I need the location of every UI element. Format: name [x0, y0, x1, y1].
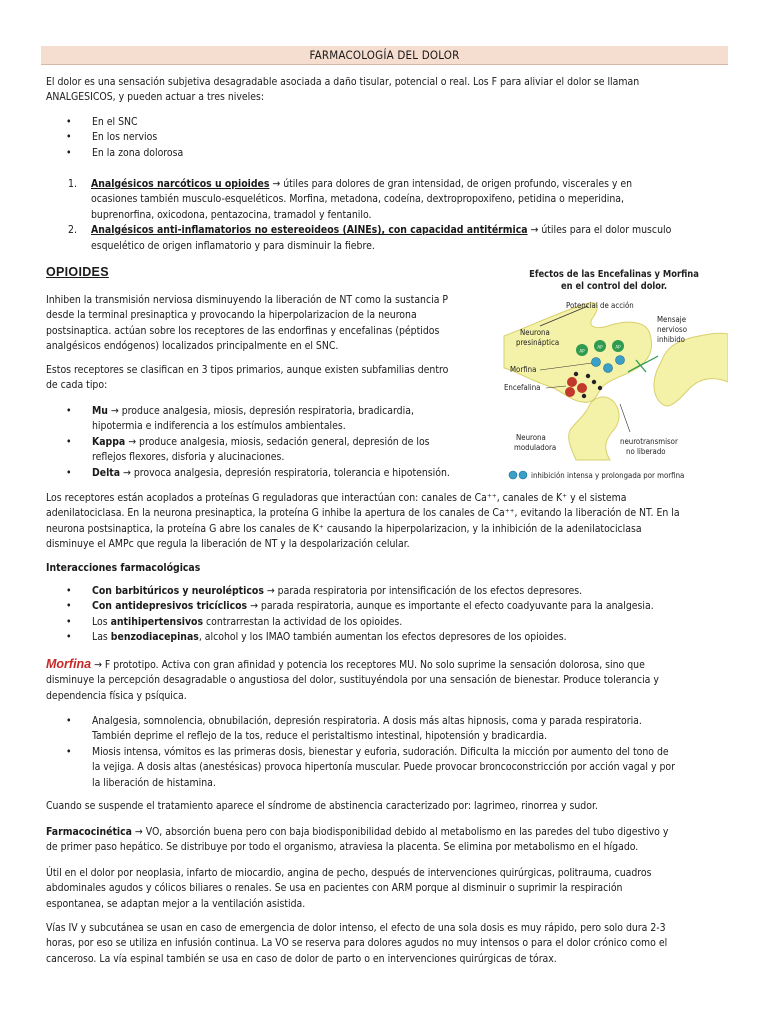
- text-line: disminuye el AMPc que regula la liberación de NT y la despolarización celular.: [46, 538, 410, 551]
- figure-label-mensaje: nervioso: [657, 325, 687, 334]
- receptor-item-mu: [42, 404, 494, 435]
- receptors-intro: [46, 363, 491, 394]
- text-line: adenilatociclasa. En la neurona presinaptica, la proteína G inhibe la apertura de los canales de Ca⁺⁺, evitando la liberación de NT. En la: [46, 507, 680, 520]
- analgesic-types-list: [41, 177, 741, 254]
- list-text: la vejiga. A dosis altas (anestésicas) provoca hipertonía muscular. Puede provocar broncoconstricción por acción vagal y por: [92, 761, 675, 774]
- abstinence-paragraph: Cuando se suspende el tratamiento aparece el síndrome de abstinencia caracterizado por: lagrimeo, rinorrea y sudor.: [46, 800, 598, 812]
- list-text: • Analgesia, somnolencia, obnubilación, depresión respiratoria. A dosis más altas hipnosis, coma y parada respiratoria.: [92, 715, 642, 727]
- list-text: buprenorfina, oxicodona, pentazocina, tramadol y fentanilo.: [91, 208, 372, 221]
- list-text: → produce analgesia, miosis, sedación general, depresión de los: [125, 435, 430, 448]
- list-number: 1.: [68, 178, 77, 190]
- list-text: Las: [92, 631, 111, 644]
- enkephalin-molecule-icon: [565, 387, 575, 397]
- text-line: analgésicos endógenos) localizados principalmente en el SNC.: [46, 340, 339, 353]
- interaction-drug: benzodiacepinas: [110, 631, 199, 644]
- channel-label: AP: [579, 349, 585, 355]
- text-line: postsinaptica. actúan sobre los receptores de las endorfinas y encefalinas (péptidos: [46, 324, 440, 337]
- interaction-drug: antihipertensivos: [110, 615, 204, 628]
- text-line: de cada tipo:: [46, 379, 108, 392]
- figure-legend: inhibición intensa y prolongada por morfina: [531, 471, 685, 480]
- figure-label-neurona-mod: Neurona: [516, 433, 546, 442]
- receptor-name: Kappa: [92, 435, 126, 448]
- text-line: Los receptores están acoplados a proteínas G reguladoras que interactúan con: canales de Ca⁺⁺, canales de K⁺ y el sistema: [46, 492, 627, 504]
- figure-label-encefalina: Encefalina: [504, 383, 541, 392]
- interactions-heading: Interacciones farmacológicas: [46, 562, 201, 574]
- text-line: desde la terminal presinaptica y provocando la hiperpolarizacion de la neurona: [46, 309, 417, 322]
- list-text: → produce analgesia, miosis, depresión respiratoria, bradicardia,: [107, 405, 414, 417]
- list-text: Los: [92, 615, 111, 628]
- receptor-item-delta: [42, 466, 494, 481]
- figure-label-mensaje: Mensaje: [657, 315, 687, 324]
- intro-line: El dolor es una sensación subjetiva desagradable asociada a daño tisular, potencial o real. Los F para aliviar el dolor se llaman: [46, 76, 640, 88]
- interaction-drug: Con barbitúricos y neurolépticos: [92, 585, 264, 597]
- list-text: → útiles para el dolor musculo: [527, 224, 672, 237]
- text-line: Vías IV y subcutánea se usan en caso de emergencia de dolor intenso, el efecto de una sola dosis es muy rápido, pero solo dura 2-3: [46, 922, 666, 934]
- morphine-legend-icon: [519, 471, 527, 479]
- pharmacokinetics-paragraph: [46, 825, 736, 856]
- figure-label-neurona-pre: presináptica: [516, 338, 560, 347]
- morphine-legend-icon: [509, 471, 517, 479]
- text-line: disminuye la percepción desagradable o angustiosa del dolor, sustituyéndola por una sensación de bienestar. Produce tolerancia y: [46, 674, 659, 687]
- text-line: abdominales agudos y cólicos biliares o renales. Se usa en pacientes con ARM porque al disminuir o suprimir la respiración: [46, 882, 623, 895]
- list-text: → parada respiratoria, aunque es importante el efecto coadyuvante para la analgesia.: [247, 600, 654, 613]
- text-line: Inhiben la transmisión nerviosa disminuyendo la liberación de NT como la sustancia P: [46, 294, 449, 306]
- list-item: [42, 615, 742, 630]
- interaction-drug: Con antidepresivos tricíclicos: [92, 600, 248, 613]
- list-text: esquelético de origen inflamatorio y para disminuir la fiebre.: [91, 239, 375, 252]
- text-run: → F prototipo. Activa con gran afinidad y potencia los receptores MU. No solo suprime la sensación dolorosa, sino que: [91, 659, 645, 671]
- text-line: Estos receptores se clasifican en 3 tipos primarios, aunque existen subfamilias dentro: [46, 364, 449, 376]
- list-item: • En la zona dolorosa: [42, 146, 442, 161]
- figure-label-neurona-mod: moduladora: [514, 443, 557, 452]
- figure-label-neurona-pre: Neurona: [520, 328, 550, 337]
- list-text: ocasiones también musculo-esqueléticos. Morfina, metadona, codeína, dextropropoxifeno, petidina o meperidina,: [91, 193, 624, 206]
- figure-label-nt: neurotransmisor: [620, 437, 678, 446]
- channel-label: AP: [615, 345, 621, 351]
- morfina-paragraph: [46, 657, 736, 704]
- list-item: [42, 599, 742, 614]
- text-line: [46, 825, 736, 840]
- list-text: , alcohol y los IMAO también aumentan los efectos depresores de los opioides.: [198, 631, 567, 644]
- list-item: • En el SNC: [42, 115, 442, 130]
- routes-paragraph: [46, 921, 736, 967]
- text-line: espontanea, se adaptan mejor a la ventilación asistida.: [46, 897, 306, 910]
- text-line: horas, por eso se utiliza en infusión continua. La VO se reserva para dolores agudos no muy intensos o para el dolor crónico como el: [46, 937, 668, 950]
- text-run: → VO, absorción buena pero con baja biodisponibilidad debido al metabolismo en las paredes del tubo digestivo y: [131, 826, 669, 838]
- opioid-analgesics-heading: Analgésicos narcóticos u opioides: [91, 178, 270, 190]
- figure-label-morfina: Morfina: [510, 365, 537, 374]
- list-item: [42, 745, 742, 791]
- neurotransmitter-dot: [586, 374, 590, 378]
- text-line: de primer paso hepático. Se distribuye por todo el organismo, atraviesa la placenta. Se elimina por metabolismo en el hígado.: [46, 841, 639, 854]
- channel-label: AP: [597, 345, 603, 351]
- enkephalin-molecule-icon: [567, 377, 577, 387]
- list-text: reflejos flexores, disforia y alucinaciones.: [92, 451, 285, 464]
- figure-title: Efectos de las Encefalinas y Morfina: [529, 269, 699, 280]
- list-text: → provoca analgesia, depresión respiratoria, tolerancia e hipotensión.: [120, 466, 450, 479]
- enkephalin-molecule-icon: [577, 383, 587, 393]
- opioides-paragraph: [46, 293, 491, 355]
- receptor-item-kappa: [42, 435, 494, 466]
- morphine-molecule-icon: [616, 356, 625, 365]
- neurotransmitter-dot: [598, 386, 602, 390]
- list-item: • En los nervios: [42, 130, 442, 145]
- text-line: canceroso. La vía espinal también se usa en caso de dolor de parto o en intervenciones quirúrgicas de tórax.: [46, 952, 557, 965]
- figure-label-nt: no liberado: [626, 447, 666, 456]
- receptors-paragraph: [46, 491, 736, 553]
- list-item: [42, 714, 742, 745]
- list-text: → parada respiratoria por intensificación de los efectos depresores.: [263, 585, 583, 597]
- list-number: 2.: [68, 224, 77, 237]
- morfina-heading: Morfina: [46, 657, 92, 671]
- levels-list: [42, 115, 442, 161]
- intro-paragraph: [46, 75, 736, 106]
- morphine-effects-list: [42, 714, 742, 791]
- text-line: dependencia física y psíquica.: [46, 689, 187, 702]
- aines-heading: Analgésicos anti-inflamatorios no estereoideos (AINEs), con capacidad antitérmica: [91, 224, 528, 237]
- morphine-molecule-icon: [604, 364, 613, 373]
- list-text: contrarrestan la actividad de los opioides.: [203, 615, 403, 628]
- list-item: [41, 177, 741, 223]
- neurotransmitter-dot: [592, 380, 596, 384]
- list-item: [42, 584, 742, 599]
- list-text: También deprime el reflejo de la tos, reduce el peristaltismo intestinal, hipotensión y bradicardia.: [92, 730, 548, 743]
- receptor-name: Delta: [92, 466, 121, 479]
- receptors-list: [42, 404, 494, 481]
- synapse-figure: [500, 264, 728, 486]
- morphine-molecule-icon: [592, 358, 601, 367]
- figure-title: en el control del dolor.: [560, 281, 668, 292]
- page-title: FARMACOLOGÍA DEL DOLOR: [41, 46, 728, 65]
- list-item: [41, 223, 741, 254]
- opioides-heading: OPIOIDES: [46, 265, 109, 279]
- list-text: la liberación de histamina.: [92, 776, 216, 789]
- receptor-name: Mu: [92, 405, 108, 417]
- figure-label-mensaje: inhibido: [657, 335, 685, 344]
- text-line: Útil en el dolor por neoplasia, infarto de miocardio, angina de pecho, después de intervenciones quirúrgicas, politrauma, cuadros: [46, 867, 652, 879]
- list-text: • Miosis intensa, vómitos es las primeras dosis, bienestar y euforia, sudoración. Dificulta la micción por aumento del tono de: [92, 745, 669, 758]
- intro-line: ANALGESICOS, y pueden actuar a tres niveles:: [46, 91, 265, 104]
- pharmacokinetics-heading: Farmacocinética: [46, 826, 132, 838]
- text-line: neurona postsinaptica, la proteína G abre los canales de K⁺ causando la hiperpolarizacion, y la inhibición de la adenilatociclasa: [46, 522, 642, 535]
- list-text: → útiles para dolores de gran intensidad, de origen profundo, viscerales y en: [269, 178, 633, 190]
- neurotransmitter-dot: [574, 372, 578, 376]
- list-item: [42, 630, 742, 645]
- indications-paragraph: [46, 866, 736, 912]
- text-line: [46, 657, 736, 673]
- neurotransmitter-dot: [582, 394, 586, 398]
- list-text: hipotermia e indiferencia a los estímulos ambientales.: [92, 420, 346, 433]
- figure-label-potencial: Potencial de acción: [566, 301, 634, 310]
- interactions-list: [42, 584, 742, 646]
